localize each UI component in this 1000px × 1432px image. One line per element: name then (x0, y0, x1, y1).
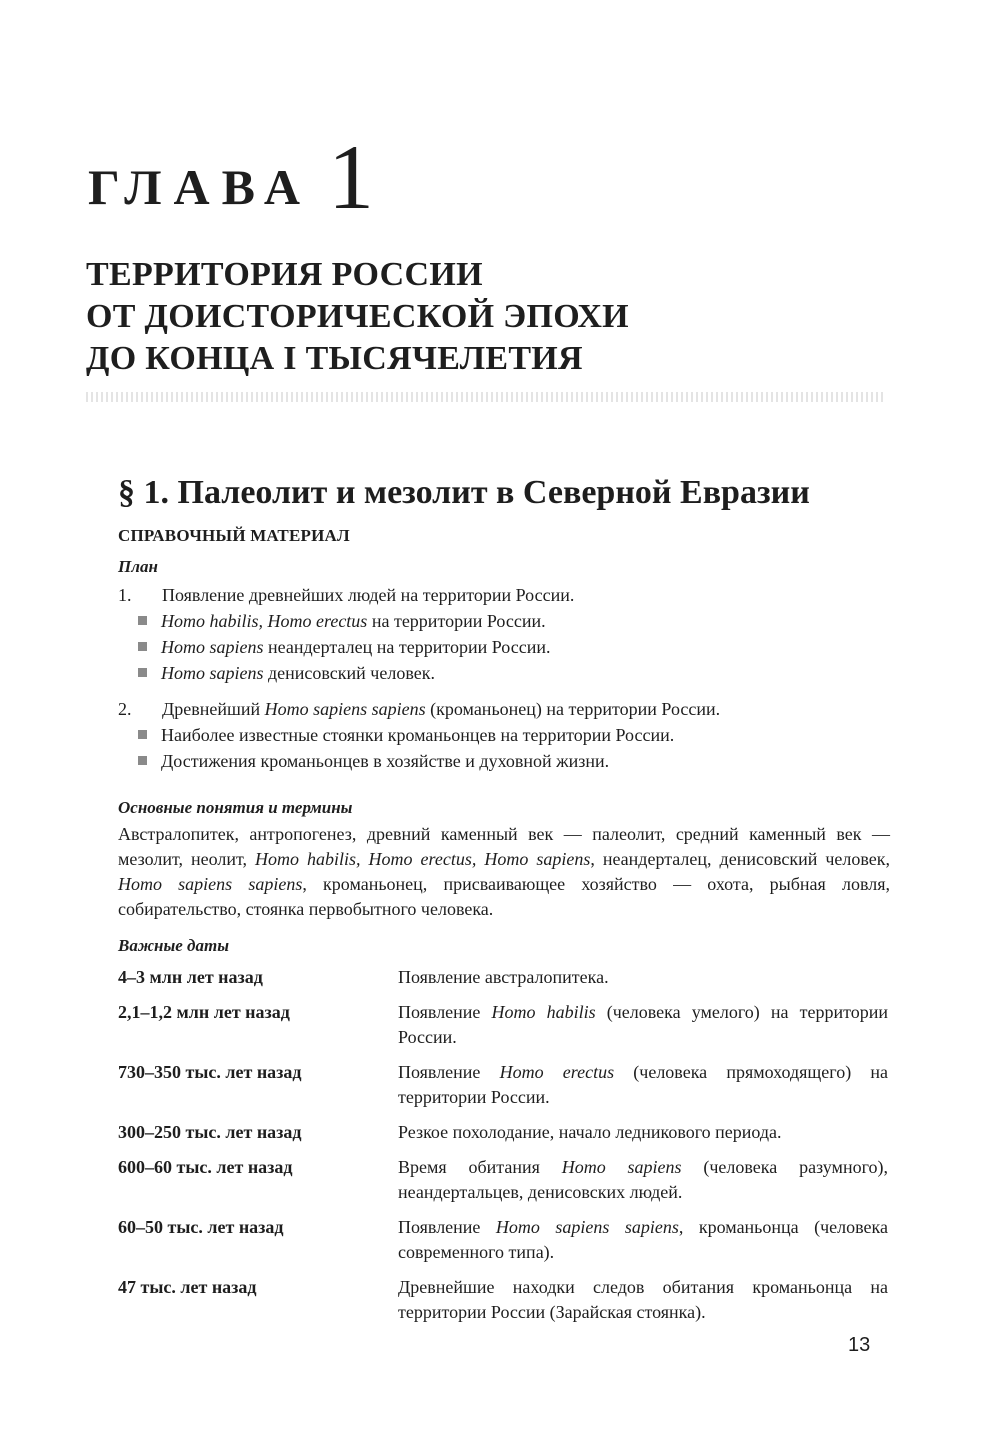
plan-bullet (138, 608, 898, 634)
bullet-text: денисовский человек. (263, 663, 435, 683)
chapter-title-line: ТЕРРИТОРИЯ РОССИИ (86, 256, 483, 293)
date-period: 47 тыс. лет назад (118, 1277, 257, 1297)
date-row (118, 1120, 890, 1145)
terms-paragraph (118, 822, 890, 922)
date-event: Время обитания Homo sapiens (человека разумного), неандертальцев, денисовских людей. (398, 1157, 889, 1202)
bullet-text: Достижения кроманьонцев в хозяйстве и духовной жизни. (161, 751, 610, 771)
date-row (118, 1155, 890, 1205)
terms-heading: Основные понятия и термины (118, 798, 353, 817)
date-row (118, 1000, 890, 1050)
dates-heading: Важные даты (118, 936, 230, 955)
bullet-text: на территории России. (367, 611, 546, 631)
date-event: Появление австралопитека. (398, 967, 609, 987)
dotted-divider (86, 392, 886, 402)
latin-term: Homo sapiens (161, 637, 264, 657)
date-event: Появление Homo sapiens sapiens, кроманьонца (человека современного типа). (398, 1217, 889, 1262)
plan-bullet (138, 722, 898, 748)
plan-item-text: (кроманьонец) на территории России. (425, 699, 721, 719)
terms-text: Австралопитек, антропогенез, древний каменный век — палеолит, средний каменный век — мезолит, неолит, (118, 824, 890, 869)
chapter-word: ГЛАВА (88, 159, 312, 216)
date-event: Резкое похолодание, начало ледникового периода. (398, 1122, 782, 1142)
plan-item-number: 2. (118, 699, 132, 719)
plan-item-text: Появление древнейших людей на территории России. (162, 585, 575, 605)
dates-table (118, 965, 890, 1335)
date-row (118, 965, 890, 990)
latin-term: Homo habilis, Homo erectus, Homo sapiens (255, 849, 591, 869)
date-event: Появление Homo habilis (человека умелого) на территории России. (398, 1002, 888, 1047)
section-title: § 1. Палеолит и мезолит в Северной Евразии (118, 474, 810, 511)
terms-text: , неандерталец, денисовский человек, (590, 849, 890, 869)
square-bullet-icon (138, 668, 147, 677)
plan-item (118, 696, 898, 722)
plan-bullet (138, 748, 898, 774)
chapter-title-line: ДО КОНЦА I ТЫСЯЧЕЛЕТИЯ (86, 340, 583, 377)
plan-bullet (138, 660, 898, 686)
latin-term: Homo sapiens (161, 663, 264, 683)
date-period: 4–3 млн лет назад (118, 967, 263, 987)
square-bullet-icon (138, 730, 147, 739)
date-event: Появление Homo erectus (человека прямоходящего) на территории России. (398, 1062, 888, 1107)
plan-heading: План (118, 557, 158, 576)
chapter-number: 1 (327, 126, 374, 228)
plan-list (118, 582, 898, 774)
date-row (118, 1215, 890, 1265)
chapter-heading (88, 126, 374, 228)
terms-text: , кроманьонец, присваивающее хозяйство — охота, рыбная ловля, собирательство, стоянка первобытного человека. (118, 874, 890, 919)
plan-item (118, 582, 898, 608)
latin-term: Homo sapiens sapiens (264, 699, 426, 719)
date-period: 2,1–1,2 млн лет назад (118, 1002, 290, 1022)
plan-item-number: 1. (118, 585, 132, 605)
reference-label: СПРАВОЧНЫЙ МАТЕРИАЛ (118, 526, 350, 545)
bullet-text: Наиболее известные стоянки кроманьонцев на территории России. (161, 725, 675, 745)
plan-bullet (138, 634, 898, 660)
plan-item-text: Древнейший (162, 699, 265, 719)
latin-term: Homo sapiens sapiens (118, 874, 303, 894)
date-event: Древнейшие находки следов обитания кроманьонца на территории России (Зарайская стоянка). (398, 1277, 888, 1322)
date-period: 730–350 тыс. лет назад (118, 1062, 302, 1082)
bullet-text: неандерталец на территории России. (263, 637, 551, 657)
page-number: 13 (848, 1334, 871, 1356)
square-bullet-icon (138, 616, 147, 625)
chapter-title (86, 254, 629, 380)
square-bullet-icon (138, 642, 147, 651)
latin-term: Homo habilis, Homo erectus (161, 611, 368, 631)
date-period: 300–250 тыс. лет назад (118, 1122, 302, 1142)
date-row (118, 1275, 890, 1325)
date-row (118, 1060, 890, 1110)
date-period: 60–50 тыс. лет назад (118, 1217, 284, 1237)
date-period: 600–60 тыс. лет назад (118, 1157, 293, 1177)
chapter-title-line: ОТ ДОИСТОРИЧЕСКОЙ ЭПОХИ (86, 298, 629, 335)
square-bullet-icon (138, 756, 147, 765)
